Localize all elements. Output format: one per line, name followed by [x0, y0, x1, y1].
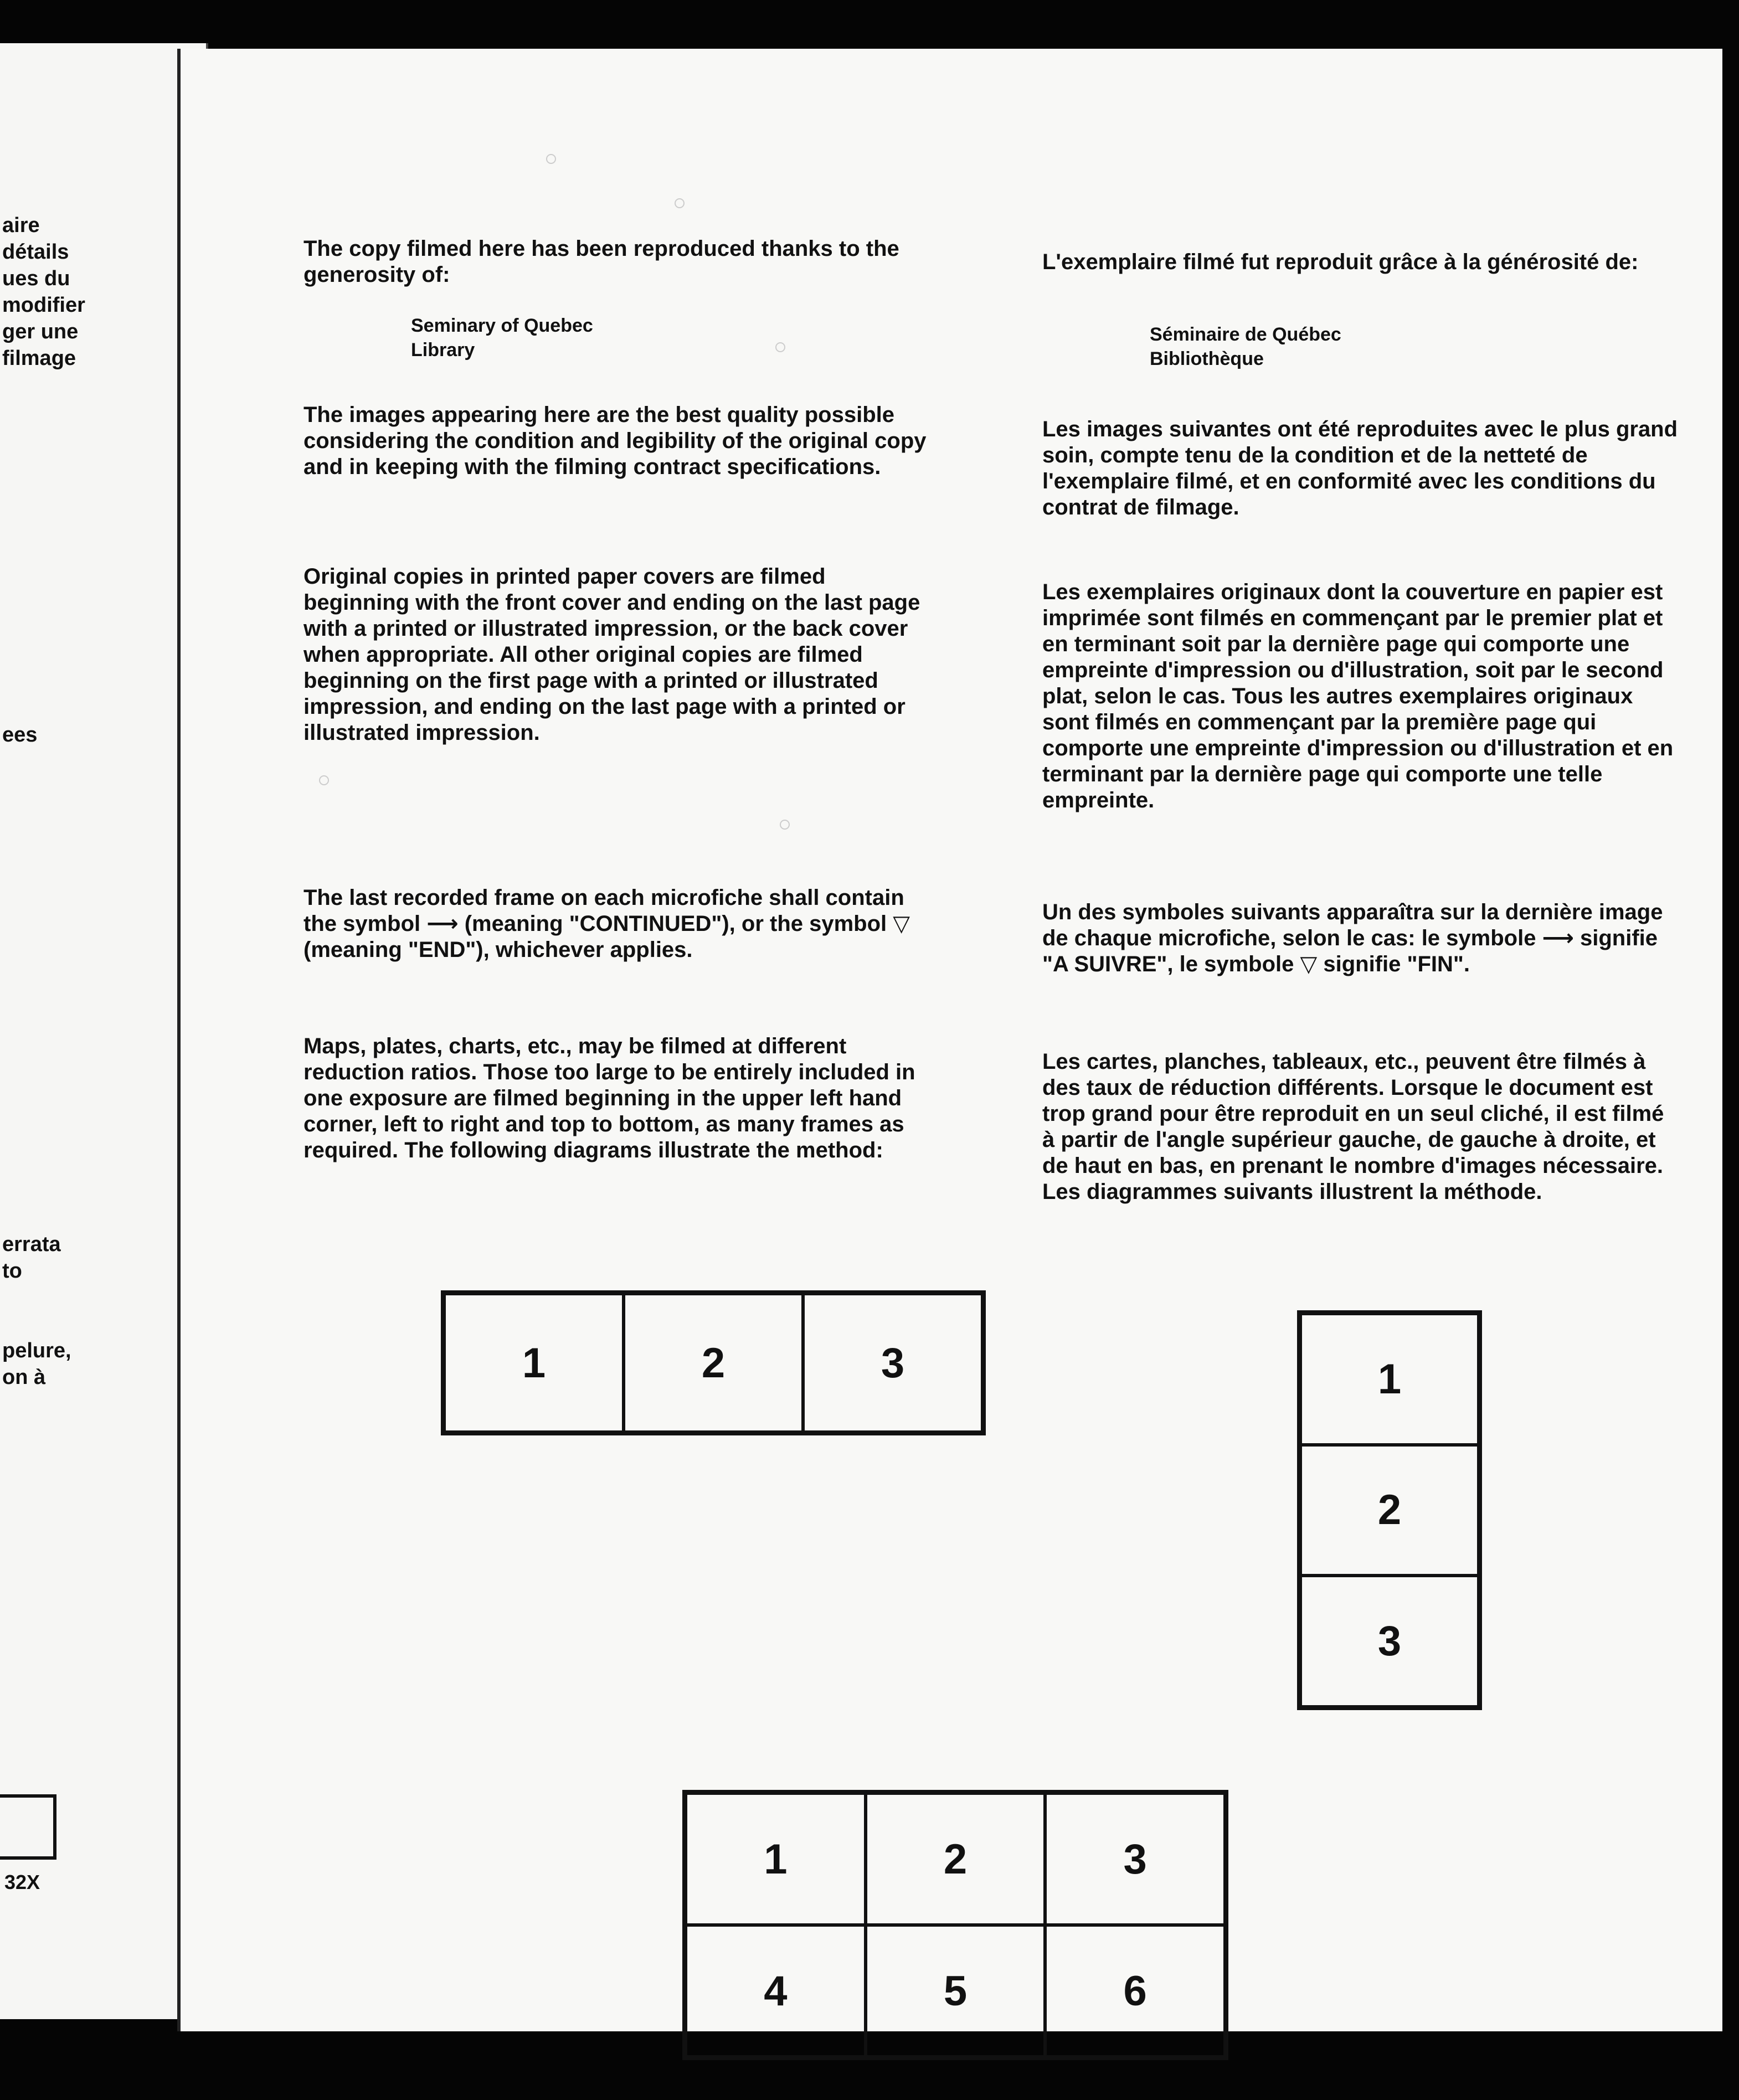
paper-speck: [780, 820, 790, 830]
paragraph-text: The last recorded frame on each microfiche shall contain the symbol ⟶ (meaning "CONTINUED"), or the symbol ▽ (meaning "END"), whichever applies.: [303, 886, 910, 962]
frame-cell: 3: [1045, 1793, 1225, 1925]
edge-text-line: aire: [2, 214, 40, 237]
frame-cell: 3: [1300, 1576, 1479, 1707]
edge-text-line: filmage: [2, 347, 76, 370]
english-quality-paragraph: [303, 402, 929, 480]
paragraph-text: The images appearing here are the best quality possible considering the condition and legibility of the original copy and in keeping with the filming contract specifications.: [303, 403, 927, 479]
english-intro: [303, 236, 929, 288]
english-originals-paragraph: [303, 564, 929, 746]
french-institution: [1042, 322, 1679, 371]
edge-text-line: pelure,: [2, 1339, 71, 1362]
edge-text-line: ger une: [2, 320, 79, 343]
paragraph-text: Les exemplaires originaux dont la couverture en papier est imprimée sont filmés en commençant par le premier plat et en terminant soit par la dernière page qui comporte une empreinte d'impression ou d'illustration, soit par le second plat, selon le cas. Tous les autres exemplaires originaux sont filmés en commençant par la première page qui comporte une empreinte d'impression ou d'illustration et en terminant par la dernière page qui comporte une telle empreinte.: [1042, 580, 1674, 812]
frame-cell: 3: [803, 1294, 982, 1432]
french-symbols-paragraph: [1042, 899, 1679, 977]
english-institution: [303, 313, 929, 362]
french-maps-paragraph: [1042, 1049, 1679, 1205]
paragraph-text: Un des symboles suivants apparaîtra sur la dernière image de chaque microfiche, selon le cas: le symbole ⟶ signifie "A SUIVRE", le symbole ▽ signifie "FIN".: [1042, 900, 1663, 976]
frame-cell: 2: [866, 1793, 1046, 1925]
paragraph-text: Maps, plates, charts, etc., may be filmed at different reduction ratios. Those too large to be entirely included in one exposure are filmed beginning in the upper left hand corner, left to right and top to bottom, as many frames as required. The following diagrams illustrate the method:: [303, 1034, 915, 1162]
diagram-horizontal-frames: [441, 1290, 986, 1435]
diagram-vertical-frames: [1297, 1310, 1482, 1710]
edge-text-line: on à: [2, 1366, 46, 1389]
frame-cell: 1: [1300, 1314, 1479, 1445]
diagram-grid-frames: [682, 1790, 1228, 2060]
reduction-ratio-label: 32X: [4, 1871, 40, 1893]
frame-cell: 1: [686, 1793, 866, 1925]
frame-cell: 1: [444, 1294, 624, 1432]
edge-text-line: errata: [2, 1233, 61, 1256]
paragraph-text: Les cartes, planches, tableaux, etc., peuvent être filmés à des taux de réduction différents. Lorsque le document est trop grand pour être reproduit en un seul cliché, il est filmé à partir de l'angle supérieur gauche, de gauche à droite, et de haut en bas, en prenant le nombre d'images nécessaire. Les diagrammes suivants illustrent la méthode.: [1042, 1049, 1664, 1204]
institution-name: Seminary of Quebec: [411, 315, 593, 336]
reduction-ratio-box: [0, 1794, 56, 1860]
french-intro-text: L'exemplaire filmé fut reproduit grâce à la générosité de:: [1042, 250, 1639, 274]
paper-speck: [319, 775, 329, 785]
edge-text-line: détails: [2, 240, 69, 264]
frame-cell: 5: [866, 1925, 1046, 2057]
frame-cell: 6: [1045, 1925, 1225, 2057]
edge-text-line: modifier: [2, 294, 85, 317]
paper-speck: [675, 198, 685, 208]
french-intro: [1042, 249, 1679, 275]
paragraph-text: Original copies in printed paper covers are filmed beginning with the front cover and ending on the last page with a printed or illustrated impression, or the back cover when appropriate. All other original copies are filmed beginning on the first page with a printed or illustrated impression, and ending on the last page with a printed or illustrated impression.: [303, 564, 920, 745]
institution-name: Séminaire de Québec: [1150, 324, 1341, 345]
edge-text-line: ees: [2, 723, 38, 747]
edge-text-line: ues du: [2, 267, 70, 290]
paragraph-text: Les images suivantes ont été reproduites avec le plus grand soin, compte tenu de la condition et de la netteté de l'exemplaire filmé, et en conformité avec les conditions du contrat de filmage.: [1042, 417, 1678, 519]
frame-cell: 4: [686, 1925, 866, 2057]
paper-speck: [546, 154, 556, 164]
institution-library: Library: [411, 339, 475, 361]
institution-library: Bibliothèque: [1150, 348, 1264, 369]
filming-notice-page: [177, 49, 1722, 2031]
edge-text-line: to: [2, 1259, 22, 1283]
french-quality-paragraph: [1042, 416, 1679, 521]
english-symbols-paragraph: [303, 885, 929, 963]
french-originals-paragraph: [1042, 579, 1679, 814]
english-maps-paragraph: [303, 1033, 929, 1164]
frame-cell: 2: [624, 1294, 803, 1432]
frame-cell: 2: [1300, 1445, 1479, 1576]
english-intro-text: The copy filmed here has been reproduced thanks to the generosity of:: [303, 236, 899, 287]
